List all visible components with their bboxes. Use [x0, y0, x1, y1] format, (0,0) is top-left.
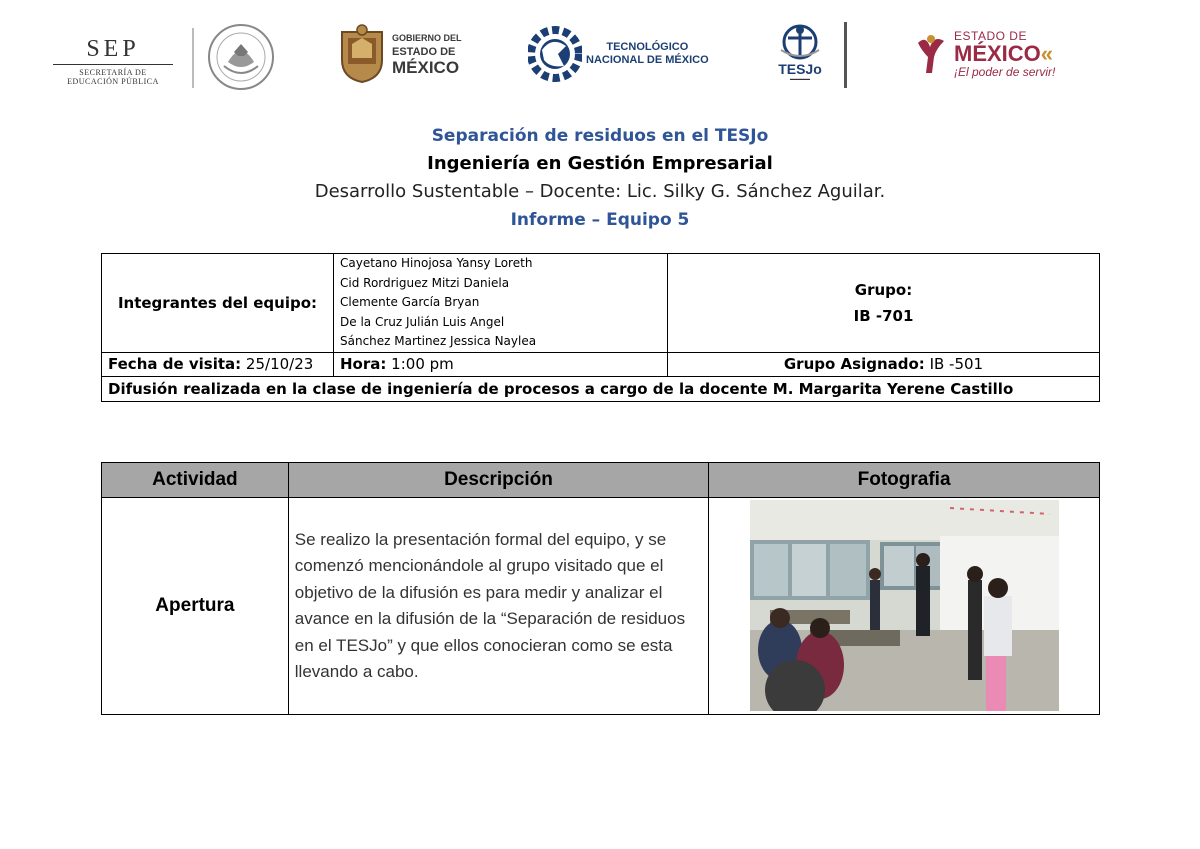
tesjo-emblem-icon	[773, 20, 827, 62]
visit-time-label: Hora:	[340, 355, 387, 373]
column-header-activity: Actividad	[102, 463, 289, 498]
visit-date-cell	[102, 352, 334, 376]
assigned-group-value: IB -501	[929, 355, 984, 373]
tecnm-gear-icon	[528, 20, 582, 88]
team-member: Cid Rordriguez Mitzi Daniela	[340, 275, 510, 290]
tecnm-line2: NACIONAL DE MÉXICO	[586, 54, 709, 66]
group-value: IB -701	[853, 306, 914, 325]
sep-logo-line2: EDUCACIÓN PÚBLICA	[67, 77, 159, 86]
tesjo-logo-subtitle: ▬▬▬▬▬	[790, 76, 810, 81]
activity-description: Se realizo la presentación formal del equipo, y se comenzó mencionándole al grupo visitado que el objetivo de la difusión es para medir y analizar el avance en la difusión de la “Separación de residuos en el TESJo” y que ellos conocieran como se esta llevando a cabo.	[288, 498, 708, 715]
sep-logo-rule	[53, 64, 173, 65]
team-member: Cayetano Hinojosa Yansy Loreth	[340, 256, 533, 270]
edomex-shield-icon	[338, 24, 386, 84]
edomex-brand-logo	[912, 30, 1055, 79]
tecnm-logo	[528, 20, 709, 88]
group-cell	[668, 254, 1100, 353]
visit-time-value: 1:00 pm	[391, 355, 454, 373]
national-seal-icon	[206, 22, 276, 92]
edomex-line3: ¡El poder de servir!	[954, 65, 1056, 79]
sep-logo	[48, 36, 178, 86]
report-title: Informe – Equipo 5	[510, 210, 690, 230]
document-header	[0, 122, 1200, 234]
team-info-table	[101, 253, 1100, 402]
logo-divider	[192, 28, 194, 88]
team-label: Integrantes del equipo:	[102, 254, 334, 353]
edomex-line2-wrap	[954, 43, 1053, 65]
gobierno-line1: GOBIERNO DEL	[392, 33, 462, 43]
edomex-figure-icon	[912, 33, 950, 77]
gobierno-line2: ESTADO DE	[392, 46, 456, 58]
logo-divider-right	[844, 22, 847, 88]
visit-date-label: Fecha de visita:	[108, 355, 242, 373]
group-label: Grupo:	[854, 280, 913, 299]
edomex-line2: MÉXICO	[954, 41, 1041, 66]
career-name: Ingeniería en Gestión Empresarial	[427, 153, 773, 174]
edomex-line1: ESTADO DE	[954, 29, 1027, 43]
activity-photo-cell	[709, 498, 1100, 715]
team-member: Sánchez Martinez Jessica Naylea	[340, 334, 537, 348]
tesjo-logo	[768, 20, 832, 81]
visit-time-cell	[334, 352, 668, 376]
team-member: De la Cruz Julián Luis Angel	[340, 314, 505, 329]
gobierno-line3: MÉXICO	[392, 58, 460, 77]
document-title: Separación de residuos en el TESJo	[431, 126, 769, 146]
edomex-chevron-icon: «	[1040, 41, 1054, 66]
activity-name: Apertura	[102, 498, 289, 715]
column-header-description: Descripción	[288, 463, 708, 498]
team-member: Clemente García Bryan	[340, 295, 480, 309]
column-header-photo: Fotografia	[709, 463, 1100, 498]
tesjo-logo-name: TESJo	[778, 61, 822, 77]
team-members	[334, 254, 668, 353]
visit-row	[102, 352, 1100, 376]
activity-header-row	[102, 463, 1100, 498]
assigned-group-label: Grupo Asignado:	[783, 355, 925, 373]
visit-date-value: 25/10/23	[245, 355, 314, 373]
sep-logo-name: SEP	[86, 36, 140, 62]
sep-logo-line1: SECRETARÍA DE	[79, 68, 147, 77]
table-row	[102, 498, 1100, 715]
dissemination-note: Difusión realizada en la clase de ingeniería de procesos a cargo de la docente M. Margarita Yerene Castillo	[102, 376, 1100, 401]
gobierno-edomex-logo	[338, 24, 462, 84]
note-row	[102, 376, 1100, 401]
classroom-photo	[750, 500, 1059, 711]
activity-table	[101, 462, 1100, 715]
assigned-group-cell	[668, 352, 1100, 376]
team-row	[102, 254, 1100, 353]
subject-line: Desarrollo Sustentable – Docente: Lic. Silky G. Sánchez Aguilar.	[314, 181, 886, 202]
logo-strip	[40, 18, 1160, 98]
tecnm-line1: TECNOLÓGICO	[606, 41, 689, 53]
